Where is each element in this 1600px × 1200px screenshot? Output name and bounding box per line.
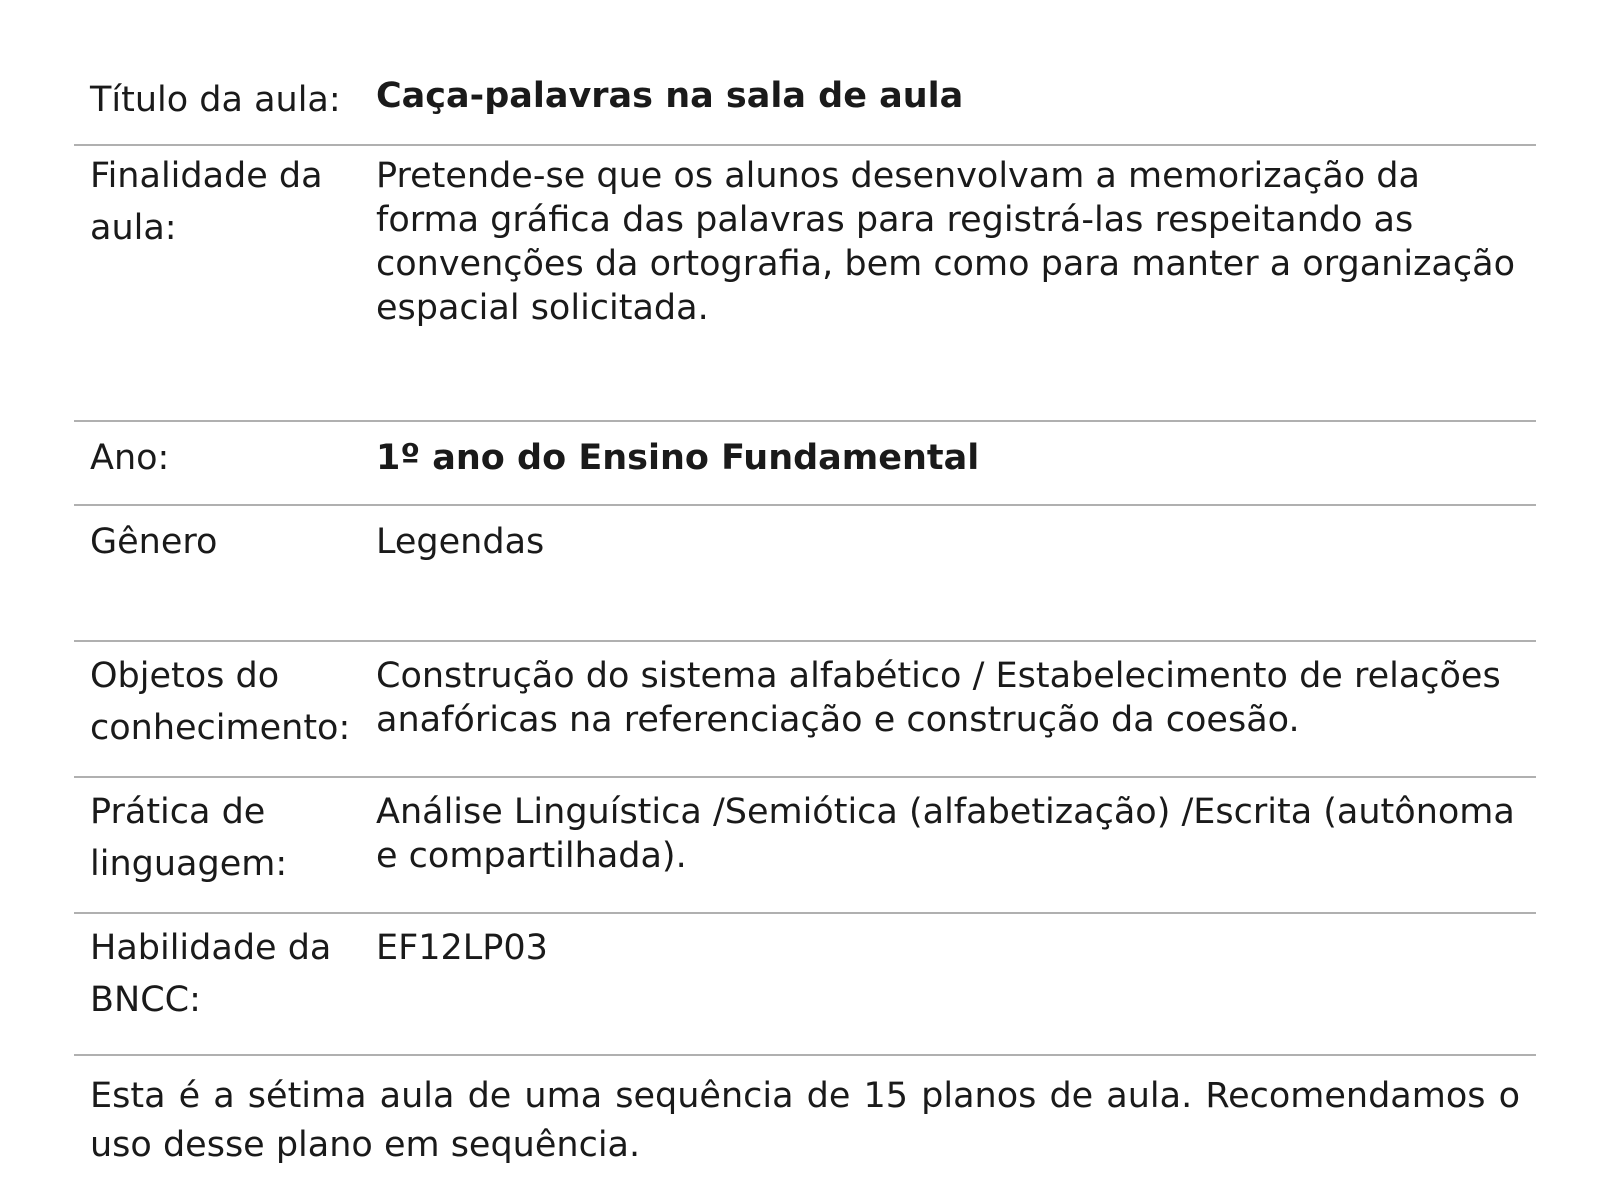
- language-practice-value: Análise Linguística /Semiótica (alfabetização) /Escrita (autônoma e compartilhada).: [376, 792, 1515, 876]
- genre-value: Legendas: [376, 522, 545, 562]
- genre-row: [74, 506, 1536, 642]
- knowledge-objects-row: [74, 642, 1536, 778]
- grade-year-row: [74, 422, 1536, 506]
- bncc-skill-label: Habilidade da BNCC:: [90, 928, 332, 1020]
- lesson-purpose-row: [74, 146, 1536, 422]
- genre-label: Gênero: [90, 522, 218, 562]
- bncc-skill-row: [74, 914, 1536, 1056]
- language-practice-row: [74, 778, 1536, 914]
- lesson-title-value: Caça-palavras na sala de aula: [376, 76, 964, 116]
- lesson-title-label: Título da aula:: [90, 80, 341, 120]
- lesson-purpose-label: Finalidade da aula:: [90, 156, 323, 248]
- bncc-skill-value: EF12LP03: [376, 928, 548, 968]
- grade-year-value: 1º ano do Ensino Fundamental: [376, 438, 980, 478]
- sequence-note: Esta é a sétima aula de uma sequência de 15 planos de aula. Recomendamos o uso desse plano em sequência.: [90, 1076, 1520, 1165]
- grade-year-label: Ano:: [90, 438, 170, 478]
- lesson-title-row: [74, 56, 1536, 146]
- knowledge-objects-value: Construção do sistema alfabético / Estabelecimento de relações anafóricas na referenciação e construção da coesão.: [376, 656, 1501, 740]
- lesson-plan-table: [74, 56, 1536, 1170]
- knowledge-objects-label: Objetos do conhecimento:: [90, 656, 351, 748]
- language-practice-label: Prática de linguagem:: [90, 792, 288, 884]
- lesson-purpose-value: Pretende-se que os alunos desenvolvam a memorização da forma gráfica das palavras para registrá-las respeitando as convenções da ortografia, bem como para manter a organização espacial solicitada.: [376, 156, 1515, 328]
